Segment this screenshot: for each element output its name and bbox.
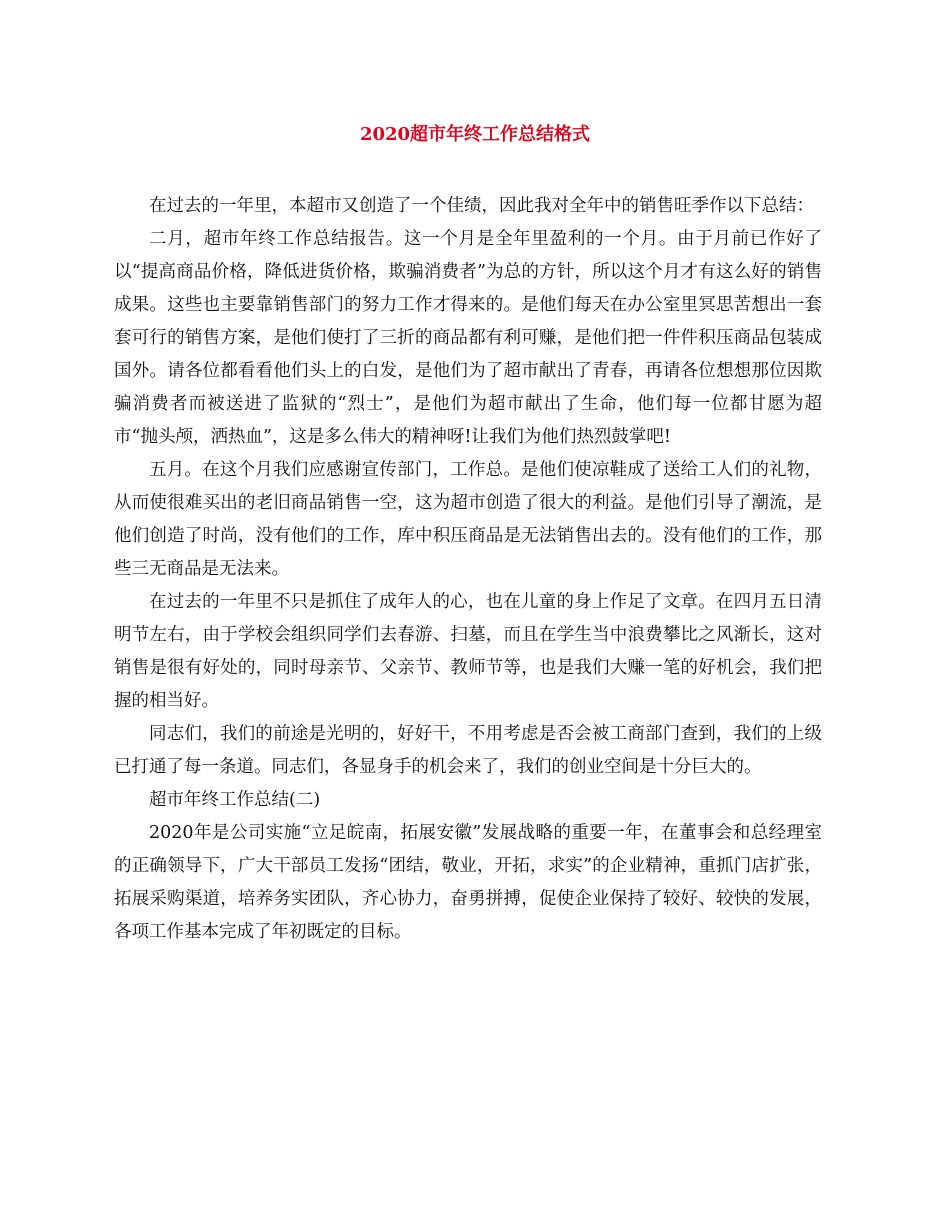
document-body	[114, 190, 822, 949]
document-title: 2020超市年终工作总结格式	[359, 124, 591, 145]
paragraph-february: 二月，超市年终工作总结报告。这一个月是全年里盈利的一个月。由于月前已作好了以“提高商品价格，降低进货价格，欺骗消费者”为总的方针，所以这个月才有这么好的销售成果。这些也主要靠销售部门的努力工作才得来的。是他们每天在办公室里冥思苦想出一套套可行的销售方案，是他们使打了三折的商品都有利可赚，是他们把一件件积压商品包装成国外。请各位都看看他们头上的白发，是他们为了超市献出了青春，再请各位想想那位因欺骗消费者而被送进了监狱的“烈士”，是他们为超市献出了生命，他们每一位都甘愿为超市“抛头颅，洒热血”，这是多么伟大的精神呀!让我们为他们热烈鼓掌吧!	[114, 229, 822, 447]
paragraph-children: 在过去的一年里不只是抓住了成年人的心，也在儿童的身上作足了文章。在四月五日清明节左右，由于学校会组织同学们去春游、扫墓，而且在学生当中浪费攀比之风渐长，这对销售是很有好处的，同时母亲节、父亲节、教师节等，也是我们大赚一笔的好机会，我们把握的相当好。	[114, 592, 822, 711]
paragraph-2020-strategy: 2020年是公司实施“立足皖南，拓展安徽”发展战略的重要一年，在董事会和总经理室的正确领导下，广大干部员工发扬“团结，敬业，开拓，求实”的企业精神，重抓门店扩张，拓展采购渠道，培养务实团队，齐心协力，奋勇拼搏，促使企业保持了较好、较快的发展，各项工作基本完成了年初既定的目标。	[114, 823, 822, 942]
section-heading-two: 超市年终工作总结(二)	[149, 790, 321, 810]
paragraph-may: 五月。在这个月我们应感谢宣传部门，工作总。是他们使凉鞋成了送给工人们的礼物，从而使很难买出的老旧商品销售一空，这为超市创造了很大的利益。是他们引导了潮流，是他们创造了时尚，没有他们的工作，库中积压商品是无法销售出去的。没有他们的工作，那些三无商品是无法来。	[114, 460, 822, 579]
paragraph-intro: 在过去的一年里，本超市又创造了一个佳绩，因此我对全年中的销售旺季作以下总结：	[149, 196, 814, 216]
paragraph-comrades: 同志们，我们的前途是光明的，好好干，不用考虑是否会被工商部门查到，我们的上级已打通了每一条道。同志们，各显身手的机会来了，我们的创业空间是十分巨大的。	[114, 724, 822, 777]
